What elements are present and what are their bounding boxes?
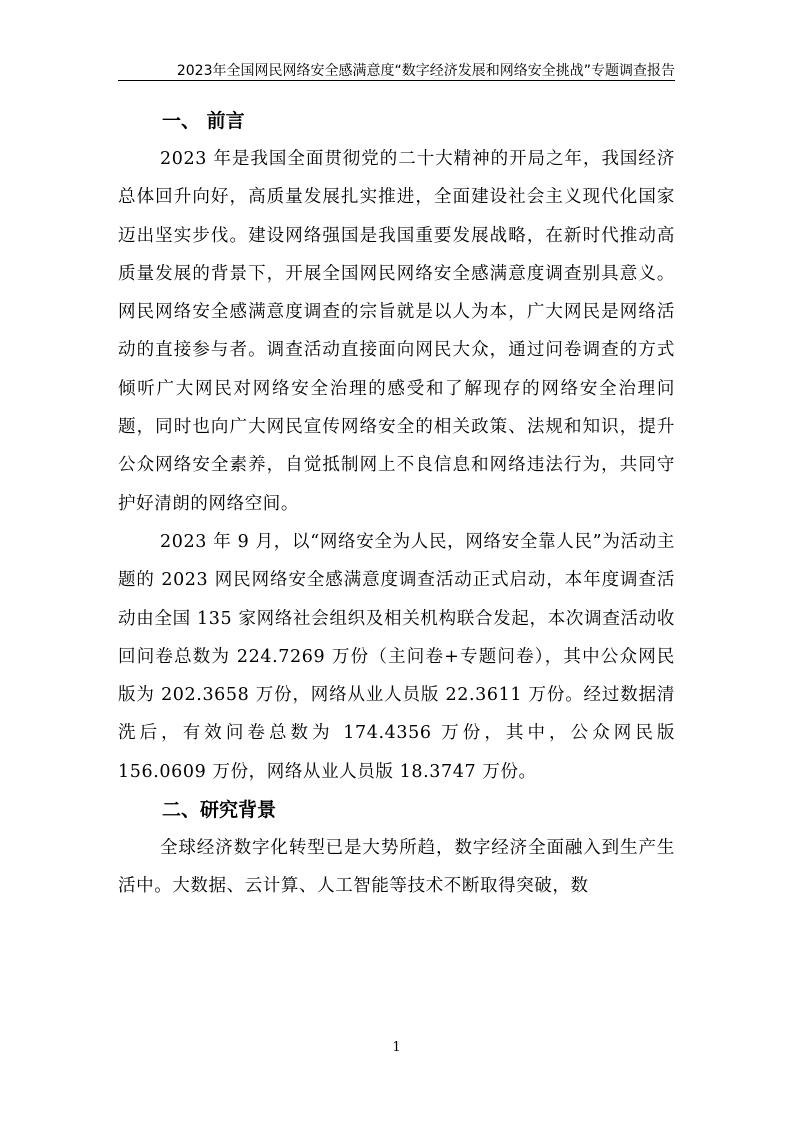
paragraph: 2023 年是我国全面贯彻党的二十大精神的开局之年，我国经济总体回升向好，高质量发展扎实推进，全面建设社会主义现代化国家迈出坚实步伐。建设网络强国是我国重要发展战略，在新时代推动高质量发展的背景下，开展全国网民网络安全感满意度调查别具意义。网民网络安全感满意度调查的宗旨就是以人为本，广大网民是网络活动的直接参与者。调查活动直接面向网民大众，通过问卷调查的方式倾听广大网民对网络安全治理的感受和了解现存的网络安全治理问题，同时也向广大网民宣传网络安全的相关政策、法规和知识，提升公众网络安全素养，自觉抵制网上不良信息和网络违法行为，共同守护好清朗的网络空间。 — [118, 149, 675, 514]
page-number: 1 — [392, 1040, 401, 1055]
header-rule — [118, 80, 675, 81]
paragraph: 2023 年 9 月，以“网络安全为人民，网络安全靠人民”为活动主题的 2023 网民网络安全感满意度调查活动正式启动，本年度调查活动由全国 135 家网络社会组织及相关机构联合发起，本次调查活动收回问卷总数为 224.7269 万份（主问卷+专题问卷），其中公众网民版为 202.3658 万份，网络从业人员版 22.3611 万份。经过数据清洗后，有效问卷总数为 174.4356 万份，其中，公众网民版 156.0609 万份，网络从业人员版 18.3747 万份。 — [118, 531, 675, 782]
running-header: 2023年全国网民网络安全感满意度“数字经济发展和网络安全挑战”专题调查报告 — [176, 63, 675, 79]
document-body — [118, 102, 675, 906]
paragraph: 全球经济数字化转型已是大势所趋，数字经济全面融入到生产生活中。大数据、云计算、人工智能等技术不断取得突破，数 — [118, 838, 675, 897]
section-heading-preface: 一、 前言 — [162, 110, 245, 132]
section-heading-background: 二、研究背景 — [162, 799, 277, 822]
